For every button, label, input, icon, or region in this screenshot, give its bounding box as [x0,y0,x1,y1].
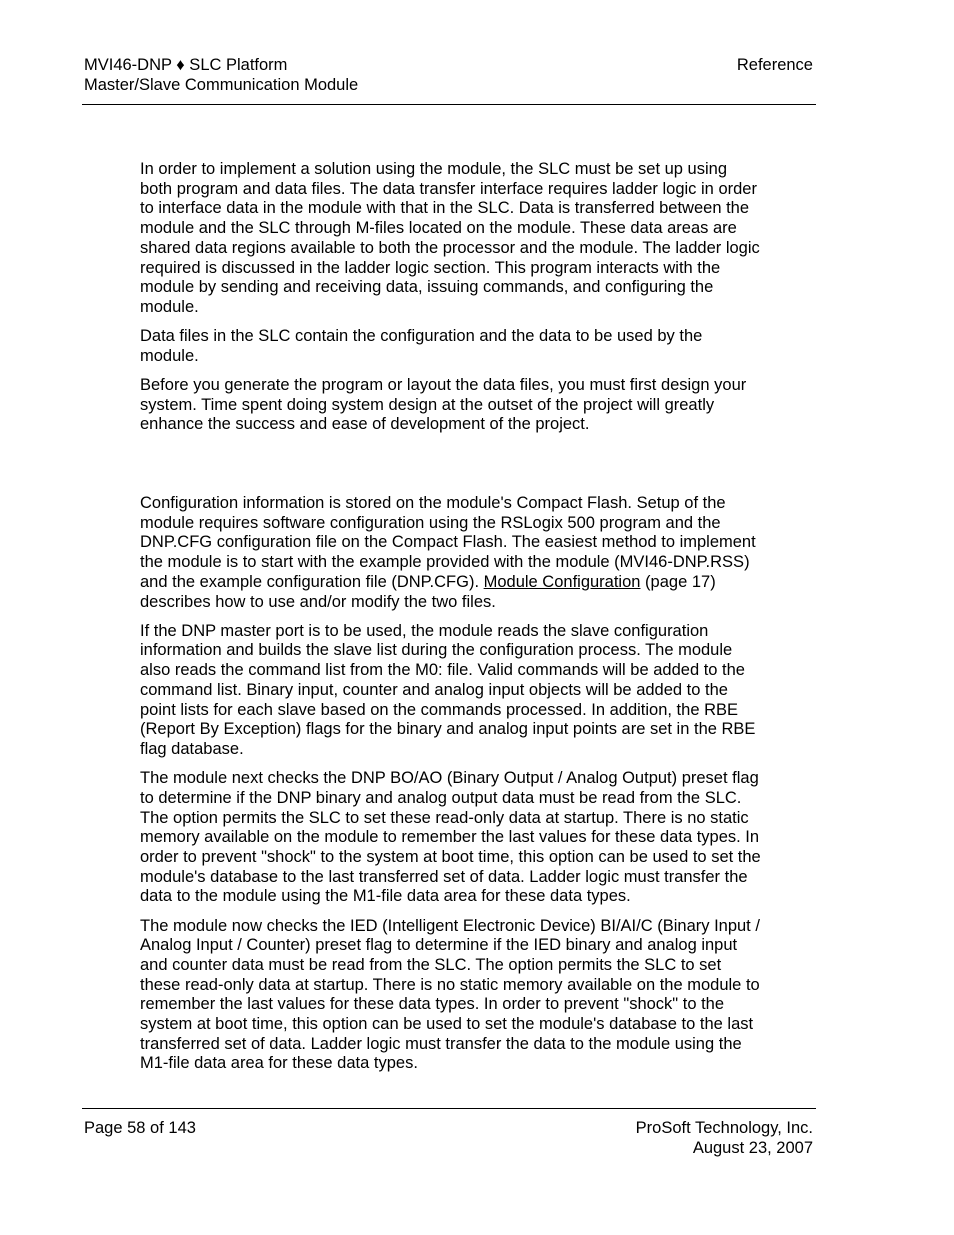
paragraph: The module now checks the IED (Intelligent Electronic Device) BI/AI/C (Binary Input / Analog Input / Counter) preset flag to determine if the IED binary and analog input and counter data must be read from the SLC. The option permits the SLC to set these read-only data at startup. There is no static memory available on the module to remember the last values for these data types. In order to prevent "shock" to the system at boot time, this option can be used to set the module's database to the last transferred set of data. Ladder logic must transfer the data to the module using the M1-file data area for these data types. [140,916,760,1073]
header-title-line2: Master/Slave Communication Module [84,75,359,94]
paragraph-text: (page 17) describes how to use and/or modify the two files. [140,572,716,611]
footer-divider [82,1108,816,1109]
paragraph: In order to implement a solution using the module, the SLC must be set up using both program and data files. The data transfer interface requires ladder logic in order to interface data in the module with that in the SLC. Data is transferred between the module and the SLC through M-files located on the module. These data areas are shared data regions available to both the processor and the module. The ladder logic required is discussed in the ladder logic section. This program interacts with the module by sending and receiving data, issuing commands, and configuring the module. [140,160,760,316]
paragraph: If the DNP master port is to be used, the module reads the slave configuration information and builds the slave list during the configuration process. The module also reads the command list from the M0: file. Valid commands will be added to the command list. Binary input, counter and analog input objects will be added to the point lists for each slave based on the commands processed. In addition, the RBE (Report By Exception) flags for the binary and analog input points are set in the RBE flag database. [140,621,756,758]
paragraph-text: Configuration information is stored on the module's Compact Flash. Setup of the module requires software configuration using the RSLogix 500 program and the DNP.CFG configuration file on the Compact Flash. The easiest method to implement the module is to start with the example provided with the module (MVI46-DNP.RSS) and the example configuration file (DNP.CFG). [140,494,756,591]
configuration-section [140,494,762,1084]
paragraph: Before you generate the program or layout the data files, you must first design your system. Time spent doing system design at the outset of the project will greatly enhance the success and ease of development of the project. [140,376,747,434]
header-divider [82,104,816,105]
page-header-title [84,56,358,95]
paragraph: Data files in the SLC contain the configuration and the data to be used by the module. [140,327,703,365]
paragraph [140,494,762,612]
publish-date: August 23, 2007 [692,1138,813,1157]
intro-section [140,160,762,445]
header-section-label: Reference [736,56,813,74]
module-configuration-link[interactable]: Module Configuration [483,572,641,591]
footer-publisher [636,1119,813,1158]
page-number: Page 58 of 143 [84,1119,196,1137]
header-title-line1: MVI46-DNP ♦ SLC Platform [84,56,288,74]
company-name: ProSoft Technology, Inc. [635,1119,813,1137]
paragraph: The module next checks the DNP BO/AO (Binary Output / Analog Output) preset flag to determine if the DNP binary and analog output data must be read from the SLC. The option permits the SLC to set these read-only data at startup. There is no static memory available on the module to remember the last values for these data types. In order to prevent "shock" to the system at boot time, this option can be used to set the module's database to the last transferred set of data. Ladder logic must transfer the data to the module using the M1-file data area for these data types. [140,769,761,906]
